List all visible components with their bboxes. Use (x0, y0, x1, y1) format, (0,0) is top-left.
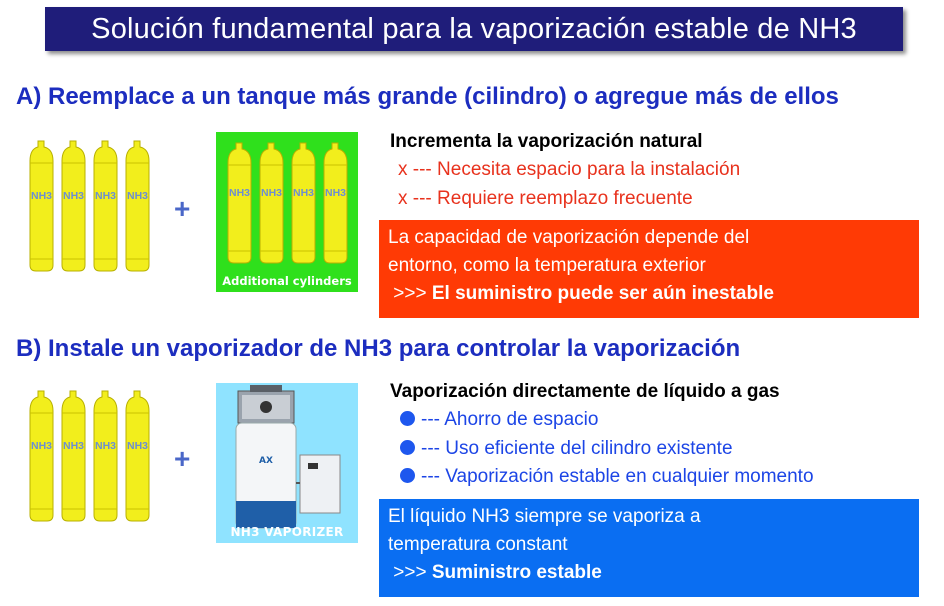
cylinder-body (126, 391, 149, 521)
cylinder-body (62, 391, 85, 521)
additional-cylinders-caption: Additional cylinders (222, 274, 352, 288)
cylinder-label: NH3 (62, 440, 85, 452)
bullet-dot-icon (400, 468, 415, 483)
plus-icon: + (174, 443, 191, 474)
cylinder-body (324, 143, 347, 263)
cylinder-body (126, 141, 149, 271)
callout-conclusion-bold: El suministro puede ser aún inestable (431, 283, 774, 304)
vaporizer-caption: NH3 VAPORIZER (230, 525, 344, 539)
section-b-heading: B) Instale un vaporizador de NH3 para controlar la vaporización (16, 335, 741, 362)
cylinder-label: NH3 (292, 187, 315, 199)
section-b-info-title: Vaporización directamente de líquido a gas (390, 381, 780, 402)
gas-cylinder-icon (26, 135, 154, 273)
section-b-point: --- Uso eficiente del cilindro existente (400, 438, 733, 460)
cylinder-label: NH3 (30, 440, 53, 452)
section-a-point: x --- Necesita espacio para la instalación (398, 159, 741, 180)
cylinder-group-a (26, 135, 154, 273)
section-a-info-title: Incrementa la vaporización natural (390, 131, 703, 152)
cylinder-label: NH3 (260, 187, 283, 199)
svg-text:AX: AX (259, 456, 273, 466)
callout-line: La capacidad de vaporización depende del (388, 227, 750, 248)
cylinder-group-additional (224, 137, 352, 265)
title-banner (45, 7, 903, 51)
cylinder-label: NH3 (94, 190, 117, 202)
cylinder-body (30, 391, 53, 521)
gas-cylinder-icon (26, 385, 154, 523)
cylinder-label: NH3 (228, 187, 251, 199)
section-b-callout (379, 499, 919, 597)
bullet-dot-icon (400, 440, 415, 455)
callout-conclusion: >>> El suministro puede ser aún inestable (393, 283, 774, 304)
cylinder-label: NH3 (62, 190, 85, 202)
section-b-point: --- Ahorro de espacio (400, 409, 598, 431)
callout-conclusion-bold: Suministro estable (431, 562, 602, 583)
gas-cylinder-icon (224, 137, 352, 265)
cylinder-body (94, 391, 117, 521)
section-a-heading: A) Reemplace a un tanque más grande (cilindro) o agregue más de ellos (16, 83, 839, 110)
section-a-point: x --- Requiere reemplazo frecuente (398, 188, 693, 209)
callout-line: entorno, como la temperatura exterior (388, 255, 706, 276)
cylinder-body (62, 141, 85, 271)
cylinder-label: NH3 (30, 190, 53, 202)
callout-conclusion: >>> Suministro estable (393, 562, 602, 583)
callout-line: temperatura constant (388, 534, 568, 555)
vaporizer-image (216, 383, 358, 543)
cylinder-label: NH3 (324, 187, 347, 199)
cylinder-body (94, 141, 117, 271)
section-b-point: --- Vaporización estable en cualquier momento (400, 466, 814, 488)
bullet-dot-icon (400, 411, 415, 426)
cylinder-body (30, 141, 53, 271)
additional-cylinders-image (216, 132, 358, 292)
cylinder-body (260, 143, 283, 263)
cylinder-body (292, 143, 315, 263)
section-a-callout (379, 220, 919, 318)
callout-line: El líquido NH3 siempre se vaporiza a (388, 506, 701, 527)
vaporizer-unit-icon (216, 383, 358, 543)
cylinder-body (228, 143, 251, 263)
cylinder-group-b (26, 385, 154, 523)
page-title: Solución fundamental para la vaporización estable de NH3 (91, 12, 857, 45)
cylinder-label: NH3 (126, 440, 149, 452)
plus-icon: + (174, 193, 191, 224)
cylinder-label: NH3 (94, 440, 117, 452)
cylinder-label: NH3 (126, 190, 149, 202)
